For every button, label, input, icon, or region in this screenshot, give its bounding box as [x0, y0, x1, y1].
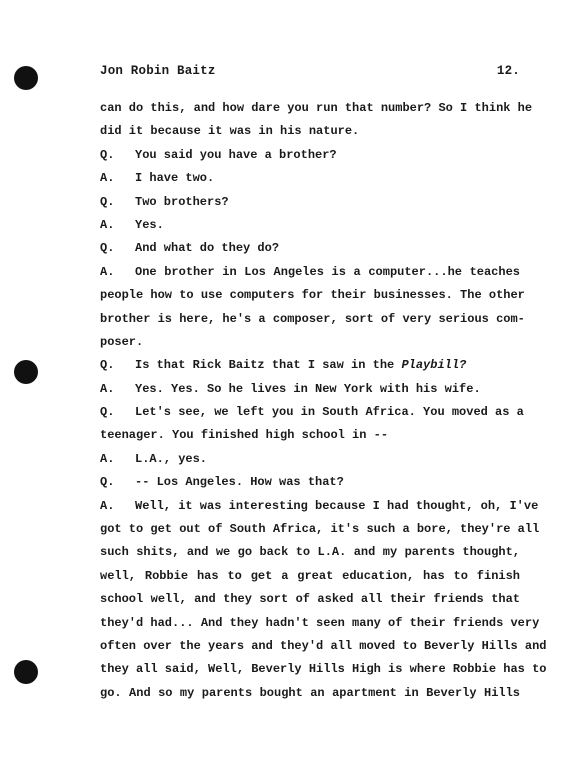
- binder-hole-middle: [14, 360, 38, 384]
- transcript-line: [100, 97, 533, 120]
- speaker-tag: A.: [100, 498, 115, 513]
- transcript-line: [100, 308, 525, 331]
- line-text: they all said, Well, Beverly Hills High is where Robbie has to: [100, 662, 547, 677]
- transcript-line: [100, 588, 520, 611]
- line-text: Yes. Yes. So he lives in New York with his wife.: [135, 381, 481, 396]
- line-text: well, Robbie has to get a great education, has to finish: [100, 568, 520, 583]
- transcript-line: [100, 331, 520, 354]
- line-text: teenager. You finished high school in --: [100, 428, 389, 443]
- line-text: did it because it was in his nature.: [100, 124, 360, 139]
- transcript-line: [100, 612, 540, 635]
- transcript-line: [100, 541, 520, 564]
- line-text: Is that Rick Baitz that I saw in the: [135, 358, 402, 373]
- line-text: poser.: [100, 334, 144, 349]
- line-text: And what do they do?: [135, 241, 280, 256]
- line-text: people how to use computers for their businesses. The other: [100, 288, 525, 303]
- transcript-line: [100, 682, 520, 705]
- line-text: Two brothers?: [135, 194, 229, 209]
- transcript-line: [100, 284, 525, 307]
- transcript-line: [100, 565, 520, 588]
- speaker-tag: A.: [100, 381, 115, 396]
- line-text: got to get out of South Africa, it's such a bore, they're all: [100, 522, 540, 537]
- transcript-line: [100, 214, 520, 237]
- header-name: Jon Robin Baitz: [100, 64, 216, 78]
- line-text: can do this, and how dare you run that number? So I think he: [100, 101, 533, 115]
- transcript-line: [100, 658, 547, 681]
- binder-hole-top: [14, 66, 38, 90]
- speaker-tag: A.: [100, 217, 115, 232]
- transcript-line: [100, 518, 540, 541]
- line-text: Well, it was interesting because I had thought, oh, I've: [135, 498, 539, 513]
- line-text: Let's see, we left you in South Africa. You moved as a: [135, 405, 524, 420]
- line-text: brother is here, he's a composer, sort of very serious com-: [100, 311, 525, 326]
- speaker-tag: A.: [100, 451, 115, 466]
- transcript-line: [100, 144, 520, 167]
- speaker-tag: A.: [100, 171, 115, 186]
- transcript-line: [100, 191, 520, 214]
- binder-hole-bottom: [14, 660, 38, 684]
- speaker-tag: Q.: [100, 405, 115, 420]
- speaker-tag: Q.: [100, 241, 115, 256]
- speaker-tag: Q.: [100, 194, 115, 209]
- transcript-line: [100, 495, 539, 518]
- speaker-tag: Q.: [100, 475, 115, 490]
- speaker-tag: Q.: [100, 358, 115, 373]
- page-number: 12.: [496, 64, 520, 78]
- line-text: One brother in Los Angeles is a computer...he teaches: [135, 264, 520, 279]
- line-text: -- Los Angeles. How was that?: [135, 475, 344, 490]
- transcript-line: [100, 261, 520, 284]
- line-text: Yes.: [135, 217, 164, 232]
- transcript-line: [100, 120, 520, 143]
- line-text: L.A., yes.: [135, 451, 208, 466]
- transcript-line: [100, 448, 520, 471]
- transcript-body: [100, 97, 547, 705]
- italic-title: Playbill?: [401, 358, 467, 373]
- transcript-line: [100, 635, 547, 658]
- speaker-tag: A.: [100, 264, 115, 279]
- transcript-line: [100, 471, 520, 494]
- line-text: I have two.: [135, 171, 215, 186]
- page-header: [100, 64, 520, 78]
- line-text: school well, and they sort of asked all their friends that: [100, 592, 520, 607]
- transcript-line: [100, 237, 520, 260]
- line-text: go. And so my parents bought an apartment in Beverly Hills: [100, 685, 520, 700]
- transcript-line: [100, 424, 520, 447]
- speaker-tag: Q.: [100, 147, 115, 162]
- line-text: they'd had... And they hadn't seen many of their friends very: [100, 615, 540, 630]
- line-text: often over the years and they'd all moved to Beverly Hills and: [100, 638, 547, 653]
- line-text: such shits, and we go back to L.A. and my parents thought,: [100, 545, 520, 560]
- transcript-line: [100, 167, 520, 190]
- line-text: You said you have a brother?: [135, 147, 337, 162]
- transcript-line: [100, 401, 524, 424]
- transcript-line: [100, 354, 520, 377]
- transcript-line: [100, 378, 520, 401]
